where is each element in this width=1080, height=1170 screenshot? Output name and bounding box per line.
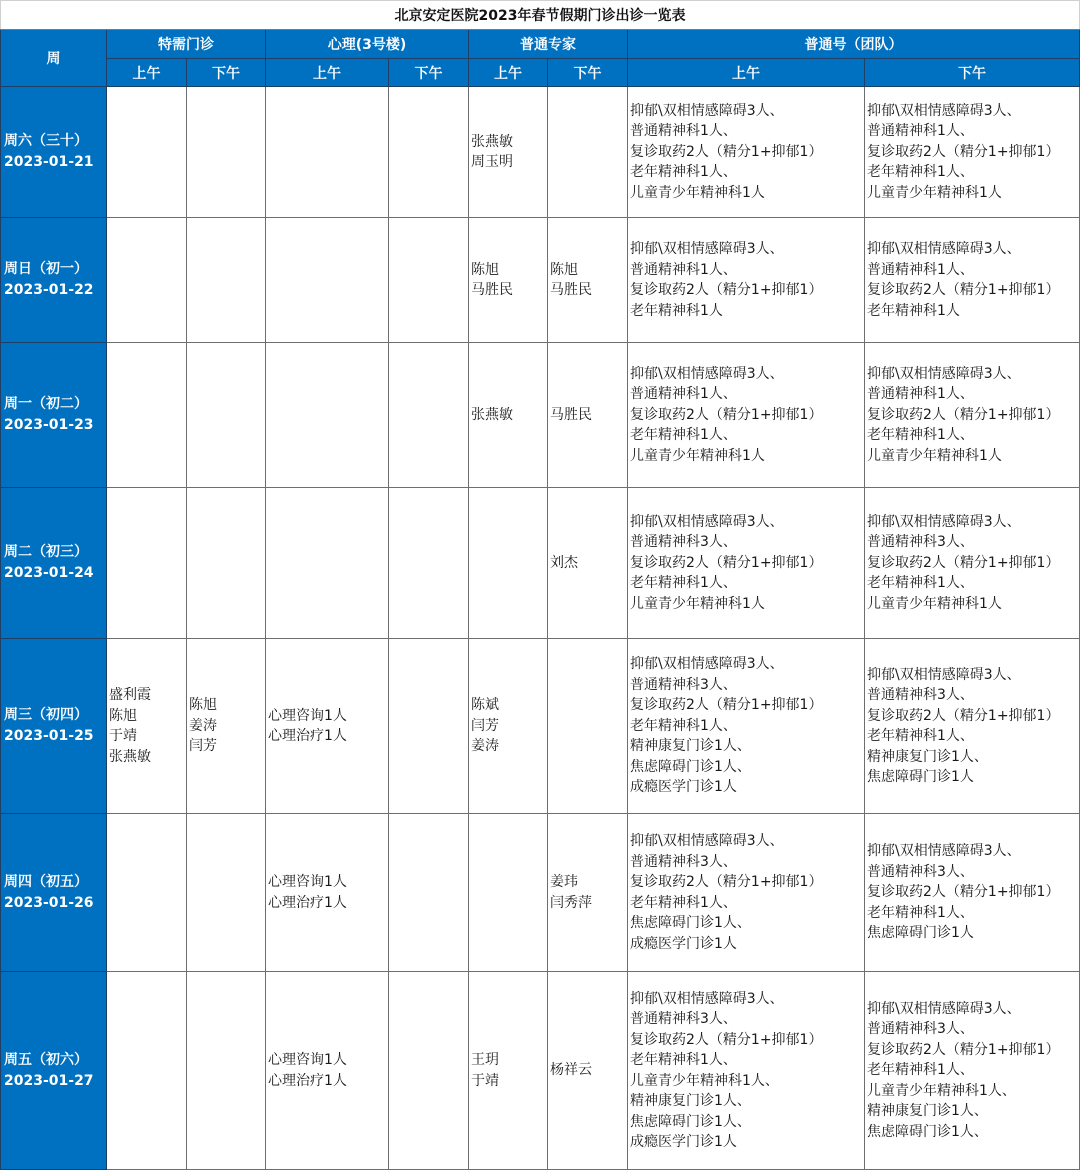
expert-am-entry: 马胜民 bbox=[471, 282, 513, 298]
header-general-team: 普通号（团队） bbox=[628, 30, 1080, 59]
psych-am-cell bbox=[266, 343, 389, 488]
psych-am-entry: 心理治疗1人 bbox=[268, 894, 347, 911]
expert-am-entry: 陈斌 bbox=[471, 697, 499, 714]
general-am-entry: 成瘾医学门诊1人 bbox=[630, 1134, 737, 1150]
expert-am-entry: 于靖 bbox=[471, 1072, 499, 1089]
general-pm-cell bbox=[865, 218, 1080, 343]
day-cell bbox=[1, 218, 107, 343]
general-am-entry: 儿童青少年精神科1人 bbox=[630, 595, 765, 612]
general-am-entry: 普通精神科1人、 bbox=[630, 123, 737, 140]
psych-am-cell bbox=[266, 639, 389, 814]
special-am-cell bbox=[107, 639, 187, 814]
general-am-entry: 普通精神科1人、 bbox=[630, 386, 737, 403]
general-am-entry: 普通精神科3人、 bbox=[630, 853, 737, 870]
expert-am-cell bbox=[469, 218, 548, 343]
general-am-cell bbox=[628, 87, 865, 218]
general-pm-entry: 精神康复门诊1人、 bbox=[867, 1103, 988, 1120]
general-am-entry: 抑郁\双相情感障碍3人、 bbox=[630, 990, 784, 1007]
general-am-entry: 复诊取药2人（精分1+抑郁1） bbox=[630, 143, 823, 160]
psych-pm-cell bbox=[389, 972, 469, 1170]
general-pm-entry: 抑郁\双相情感障碍3人、 bbox=[867, 666, 1021, 683]
day-label: 周五（初六） bbox=[4, 1051, 88, 1068]
general-pm-entry: 老年精神科1人、 bbox=[867, 904, 974, 921]
general-am-entry: 儿童青少年精神科1人 bbox=[630, 447, 765, 464]
general-pm-entry: 焦虑障碍门诊1人、 bbox=[867, 1123, 988, 1140]
general-pm-entry: 精神康复门诊1人、 bbox=[867, 748, 988, 765]
special-pm-entry: 闫芳 bbox=[189, 738, 217, 755]
general-pm-entry: 儿童青少年精神科1人 bbox=[867, 184, 1002, 201]
general-pm-entry: 抑郁\双相情感障碍3人、 bbox=[867, 1000, 1021, 1017]
expert-am-cell bbox=[469, 814, 548, 972]
general-pm-entry: 抑郁\双相情感障碍3人、 bbox=[867, 513, 1021, 530]
general-pm-entry: 普通精神科3人、 bbox=[867, 1021, 974, 1038]
header-general-am: 上午 bbox=[628, 59, 865, 87]
general-pm-entry: 焦虑障碍门诊1人 bbox=[867, 769, 974, 785]
special-am-cell bbox=[107, 343, 187, 488]
date-label: 2023-01-22 bbox=[4, 282, 94, 298]
header-psych-am: 上午 bbox=[266, 59, 389, 87]
expert-pm-cell bbox=[548, 87, 628, 218]
psych-am-entry: 心理咨询1人 bbox=[268, 1052, 347, 1068]
general-pm-cell bbox=[865, 639, 1080, 814]
expert-pm-cell bbox=[548, 488, 628, 639]
general-am-entry: 复诊取药2人（精分1+抑郁1） bbox=[630, 1031, 823, 1048]
general-pm-entry: 普通精神科3人、 bbox=[867, 534, 974, 551]
day-cell bbox=[1, 343, 107, 488]
day-label: 周三（初四） bbox=[4, 707, 88, 723]
table-row bbox=[1, 639, 1080, 814]
general-am-entry: 老年精神科1人、 bbox=[630, 1052, 737, 1068]
general-pm-entry: 普通精神科1人、 bbox=[867, 386, 974, 403]
day-label: 周二（初三） bbox=[4, 544, 88, 560]
general-am-entry: 儿童青少年精神科1人、 bbox=[630, 1072, 779, 1089]
special-pm-cell bbox=[187, 639, 266, 814]
expert-pm-entry: 马胜民 bbox=[550, 406, 592, 423]
table-row bbox=[1, 814, 1080, 972]
special-pm-entry: 陈旭 bbox=[189, 697, 217, 714]
table-row bbox=[1, 488, 1080, 639]
general-pm-entry: 抑郁\双相情感障碍3人、 bbox=[867, 241, 1021, 257]
day-cell bbox=[1, 814, 107, 972]
general-pm-cell bbox=[865, 87, 1080, 218]
general-am-entry: 抑郁\双相情感障碍3人、 bbox=[630, 656, 784, 673]
psych-am-entry: 心理咨询1人 bbox=[268, 874, 347, 890]
table-row bbox=[1, 87, 1080, 218]
expert-pm-entry: 姜玮 bbox=[550, 874, 578, 890]
general-am-entry: 复诊取药2人（精分1+抑郁1） bbox=[630, 554, 823, 571]
special-am-cell bbox=[107, 87, 187, 218]
general-pm-cell bbox=[865, 488, 1080, 639]
expert-am-entry: 周玉明 bbox=[471, 154, 513, 170]
general-am-entry: 老年精神科1人、 bbox=[630, 164, 737, 181]
psych-am-entry: 心理咨询1人 bbox=[268, 707, 347, 724]
day-cell bbox=[1, 972, 107, 1170]
day-cell bbox=[1, 488, 107, 639]
psych-am-entry: 心理治疗1人 bbox=[268, 728, 347, 744]
expert-pm-cell bbox=[548, 972, 628, 1170]
general-am-entry: 焦虑障碍门诊1人、 bbox=[630, 758, 751, 775]
header-special-am: 上午 bbox=[107, 59, 187, 87]
expert-pm-cell bbox=[548, 218, 628, 343]
date-label: 2023-01-25 bbox=[4, 728, 94, 744]
psych-pm-cell bbox=[389, 814, 469, 972]
header-psychology: 心理(3号楼) bbox=[266, 30, 469, 59]
table-row bbox=[1, 218, 1080, 343]
expert-pm-entry: 杨祥云 bbox=[550, 1062, 592, 1079]
header-special-pm: 下午 bbox=[187, 59, 266, 87]
general-am-entry: 精神康复门诊1人、 bbox=[630, 738, 751, 755]
general-am-cell bbox=[628, 814, 865, 972]
header-expert-pm: 下午 bbox=[548, 59, 628, 87]
special-pm-cell bbox=[187, 343, 266, 488]
general-pm-entry: 普通精神科3人、 bbox=[867, 863, 974, 880]
general-pm-entry: 普通精神科1人、 bbox=[867, 261, 974, 278]
general-pm-cell bbox=[865, 343, 1080, 488]
header-sub-row bbox=[1, 59, 1080, 87]
expert-am-cell bbox=[469, 972, 548, 1170]
general-pm-entry: 普通精神科3人、 bbox=[867, 687, 974, 703]
general-pm-cell bbox=[865, 972, 1080, 1170]
special-am-entry: 于靖 bbox=[109, 728, 137, 744]
table-row bbox=[1, 972, 1080, 1170]
general-am-entry: 精神康复门诊1人、 bbox=[630, 1093, 751, 1109]
general-am-entry: 抑郁\双相情感障碍3人、 bbox=[630, 365, 784, 382]
general-pm-entry: 老年精神科1人 bbox=[867, 302, 960, 319]
general-am-entry: 复诊取药2人（精分1+抑郁1） bbox=[630, 874, 823, 890]
general-am-entry: 复诊取药2人（精分1+抑郁1） bbox=[630, 697, 823, 714]
page-title: 北京安定医院2023年春节假期门诊出诊一览表 bbox=[1, 1, 1080, 30]
expert-pm-cell bbox=[548, 639, 628, 814]
general-am-entry: 焦虑障碍门诊1人、 bbox=[630, 1113, 751, 1130]
psych-am-cell bbox=[266, 972, 389, 1170]
expert-pm-entry: 马胜民 bbox=[550, 282, 592, 298]
day-cell bbox=[1, 639, 107, 814]
general-pm-entry: 抑郁\双相情感障碍3人、 bbox=[867, 843, 1021, 860]
expert-pm-cell bbox=[548, 343, 628, 488]
table-row bbox=[1, 343, 1080, 488]
general-pm-entry: 儿童青少年精神科1人 bbox=[867, 447, 1002, 464]
general-am-entry: 老年精神科1人、 bbox=[630, 894, 737, 911]
special-am-cell bbox=[107, 972, 187, 1170]
title-row bbox=[1, 1, 1080, 30]
expert-am-entry: 陈旭 bbox=[471, 261, 499, 278]
general-pm-entry: 老年精神科1人、 bbox=[867, 427, 974, 444]
general-am-entry: 儿童青少年精神科1人 bbox=[630, 184, 765, 201]
psych-pm-cell bbox=[389, 218, 469, 343]
header-expert-am: 上午 bbox=[469, 59, 548, 87]
expert-pm-cell bbox=[548, 814, 628, 972]
psych-am-cell bbox=[266, 87, 389, 218]
special-pm-cell bbox=[187, 488, 266, 639]
general-pm-entry: 复诊取药2人（精分1+抑郁1） bbox=[867, 143, 1060, 160]
special-pm-cell bbox=[187, 87, 266, 218]
psych-am-cell bbox=[266, 488, 389, 639]
expert-pm-entry: 刘杰 bbox=[550, 554, 578, 571]
expert-am-entry: 张燕敏 bbox=[471, 133, 513, 150]
psych-am-cell bbox=[266, 218, 389, 343]
general-am-entry: 抑郁\双相情感障碍3人、 bbox=[630, 513, 784, 530]
expert-pm-entry: 闫秀萍 bbox=[550, 894, 592, 911]
general-am-entry: 普通精神科3人、 bbox=[630, 1011, 737, 1027]
day-label: 周四（初五） bbox=[4, 873, 88, 890]
general-am-entry: 普通精神科3人、 bbox=[630, 534, 737, 551]
header-general-pm: 下午 bbox=[865, 59, 1080, 87]
general-pm-cell bbox=[865, 814, 1080, 972]
general-am-cell bbox=[628, 488, 865, 639]
psych-pm-cell bbox=[389, 488, 469, 639]
special-am-entry: 张燕敏 bbox=[109, 748, 151, 765]
date-label: 2023-01-21 bbox=[4, 154, 94, 170]
general-pm-entry: 老年精神科1人、 bbox=[867, 575, 974, 592]
general-pm-entry: 儿童青少年精神科1人、 bbox=[867, 1082, 1016, 1099]
general-pm-entry: 老年精神科1人、 bbox=[867, 1062, 974, 1079]
header-special-clinic: 特需门诊 bbox=[107, 30, 266, 59]
general-am-entry: 老年精神科1人、 bbox=[630, 427, 737, 444]
general-am-entry: 复诊取药2人（精分1+抑郁1） bbox=[630, 282, 823, 298]
general-am-entry: 老年精神科1人、 bbox=[630, 717, 737, 734]
expert-pm-entry: 陈旭 bbox=[550, 261, 578, 278]
day-label: 周六（三十） bbox=[4, 133, 88, 149]
day-cell bbox=[1, 87, 107, 218]
day-label: 周一（初二） bbox=[4, 396, 88, 412]
general-am-entry: 抑郁\双相情感障碍3人、 bbox=[630, 102, 784, 119]
expert-am-entry: 王玥 bbox=[471, 1052, 499, 1068]
psych-pm-cell bbox=[389, 343, 469, 488]
psych-pm-cell bbox=[389, 87, 469, 218]
general-pm-entry: 老年精神科1人、 bbox=[867, 728, 974, 744]
general-am-entry: 复诊取药2人（精分1+抑郁1） bbox=[630, 406, 823, 423]
general-pm-entry: 抑郁\双相情感障碍3人、 bbox=[867, 365, 1021, 382]
general-am-entry: 成瘾医学门诊1人 bbox=[630, 779, 737, 796]
general-am-entry: 抑郁\双相情感障碍3人、 bbox=[630, 241, 784, 257]
general-pm-entry: 复诊取药2人（精分1+抑郁1） bbox=[867, 406, 1060, 423]
expert-am-cell bbox=[469, 639, 548, 814]
schedule-body bbox=[1, 87, 1080, 1170]
special-pm-cell bbox=[187, 218, 266, 343]
day-label: 周日（初一） bbox=[4, 261, 88, 277]
header-general-expert: 普通专家 bbox=[469, 30, 628, 59]
special-am-cell bbox=[107, 218, 187, 343]
expert-am-entry: 姜涛 bbox=[471, 738, 499, 755]
general-pm-entry: 抑郁\双相情感障碍3人、 bbox=[867, 102, 1021, 119]
general-pm-entry: 复诊取药2人（精分1+抑郁1） bbox=[867, 282, 1060, 298]
special-am-cell bbox=[107, 488, 187, 639]
general-am-cell bbox=[628, 343, 865, 488]
date-label: 2023-01-26 bbox=[4, 894, 94, 911]
general-pm-entry: 焦虑障碍门诊1人 bbox=[867, 925, 974, 942]
expert-am-entry: 闫芳 bbox=[471, 717, 499, 734]
general-pm-entry: 复诊取药2人（精分1+抑郁1） bbox=[867, 1041, 1060, 1058]
general-pm-entry: 复诊取药2人（精分1+抑郁1） bbox=[867, 554, 1060, 571]
general-am-entry: 抑郁\双相情感障碍3人、 bbox=[630, 833, 784, 849]
header-group-row bbox=[1, 30, 1080, 59]
special-pm-cell bbox=[187, 814, 266, 972]
general-am-entry: 焦虑障碍门诊1人、 bbox=[630, 915, 751, 931]
expert-am-entry: 张燕敏 bbox=[471, 406, 513, 423]
general-pm-entry: 复诊取药2人（精分1+抑郁1） bbox=[867, 707, 1060, 724]
special-pm-entry: 姜涛 bbox=[189, 717, 217, 734]
general-pm-entry: 儿童青少年精神科1人 bbox=[867, 595, 1002, 612]
special-pm-cell bbox=[187, 972, 266, 1170]
general-am-entry: 普通精神科1人、 bbox=[630, 261, 737, 278]
special-am-entry: 陈旭 bbox=[109, 707, 137, 724]
general-am-cell bbox=[628, 639, 865, 814]
general-pm-entry: 老年精神科1人、 bbox=[867, 164, 974, 181]
general-am-entry: 成瘾医学门诊1人 bbox=[630, 935, 737, 952]
general-pm-entry: 复诊取药2人（精分1+抑郁1） bbox=[867, 884, 1060, 901]
date-label: 2023-01-27 bbox=[4, 1072, 94, 1089]
header-day: 周 bbox=[1, 30, 107, 87]
general-am-entry: 老年精神科1人、 bbox=[630, 575, 737, 592]
date-label: 2023-01-24 bbox=[4, 565, 94, 581]
special-am-entry: 盛利霞 bbox=[109, 687, 151, 703]
special-am-cell bbox=[107, 814, 187, 972]
general-am-entry: 老年精神科1人 bbox=[630, 302, 723, 319]
date-label: 2023-01-23 bbox=[4, 417, 94, 433]
general-pm-entry: 普通精神科1人、 bbox=[867, 123, 974, 140]
general-am-entry: 普通精神科3人、 bbox=[630, 676, 737, 693]
expert-am-cell bbox=[469, 343, 548, 488]
psych-am-cell bbox=[266, 814, 389, 972]
psych-am-entry: 心理治疗1人 bbox=[268, 1072, 347, 1089]
general-am-cell bbox=[628, 218, 865, 343]
expert-am-cell bbox=[469, 87, 548, 218]
header-psych-pm: 下午 bbox=[389, 59, 469, 87]
psych-pm-cell bbox=[389, 639, 469, 814]
expert-am-cell bbox=[469, 488, 548, 639]
general-am-cell bbox=[628, 972, 865, 1170]
